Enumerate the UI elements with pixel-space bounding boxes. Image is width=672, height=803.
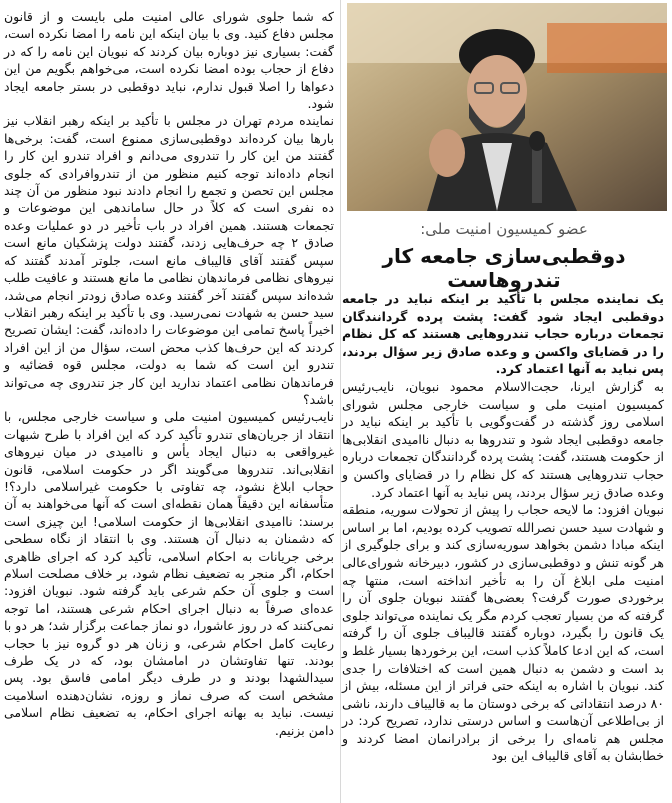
left-paragraph: که شما جلوی شورای عالی امنیت ملی بایست و از قانون مجلس دفاع کنید. وی با بیان اینکه این نامه را امضا نکرده است، گفت: بسیاری نیز دوباره بیان کردند که نبویان این نامه را که در دفاع از حجاب بوده امضا نکرده است، می‌خواهم بگویم من این دعواها را اصلا قبول ندارم، نباید دوقطبی در بستر جامعه ایجاد شود.	[4, 9, 334, 112]
column-divider	[340, 0, 341, 803]
article-kicker: عضو کمیسیون امنیت ملی:	[420, 220, 588, 238]
left-column-body	[4, 8, 334, 739]
article-lead: یک نماینده مجلس با تأکید بر اینکه نباید در جامعه دوقطبی ایجاد شود گفت: پشت پرده گردانندگان تجمعات درباره حجاب تندروهایی هستند که کل نظام را در قضایای واکسن و وعده صادق زیر سؤال بردند، پس نباید به آنها اعتماد کرد.	[342, 291, 664, 376]
right-paragraph: نبویان افزود: ما لایحه حجاب را پیش از تحولات سوریه، منطقه و شهادت سید حسن نصرالله تصویب کرده بودیم، اما بر اساس اینکه مبادا دشمن بخواهد سوریه‌سازی کند و برای جلوگیری از هر گونه تنش و دوقطبی‌سازی در کشور، دبیرخانه شورای‌عالی امنیت ملی ابلاغ آن را به تأخیر انداخته است، منتها چه برخوردی صورت گرفت؟ بعضی‌ها گفتند نبویان جلوی آن را گرفته که من بسیار تعجب کردم مگر یک نماینده می‌تواند جلوی یک قانون را بگیرد، دوباره گفتند قالیباف جلوی آن را گرفته است، که این ادعا کاملاً کذب است، این برخوردها بسیار غلط و بد است و دشمن به دنبال همین است که اختلافات را جدی کند. نبویان با اشاره به اینکه حتی فراتر از این مسئله، بیش از ۸۰ درصد انتقاداتی که برخی دوستان ما به قالیباف دارند، ناشی از بی‌اطلاعی آن‌هاست و اساس درستی ندارد، تصریح کرد: در مجلس هم نامه‌ای را برخی از برادرانمان امضا کردند و خطابشان به آقای قالیباف این بود	[342, 502, 664, 764]
article-headline: دوقطبی‌سازی جامعه کار تندروهاست	[382, 244, 626, 292]
article-photo	[347, 3, 667, 211]
right-paragraph: به گزارش ایرنا، حجت‌الاسلام محمود نبویان، نایب‌رئیس کمیسیون امنیت ملی و سیاست خارجی مجلس شورای اسلامی روز گذشته در گفت‌وگویی با تأکید بر اینکه نباید در جامعه دوقطبی ایجاد شود و تندروها به دنبال ناامیدی انقلابی‌ها از حکومت هستند، گفت: پشت پرده گردانندگان تجمعات درباره حجاب تندروهایی هستند که کل نظام را در قضایای واکسن و وعده صادق زیر سؤال بردند، پس نباید به آنها اعتماد کرد.	[342, 379, 664, 500]
right-column-body	[342, 378, 664, 765]
cleric-portrait-image	[347, 3, 667, 211]
left-paragraph: نماینده مردم تهران در مجلس با تأکید بر اینکه رهبر انقلاب نیز بارها بیان کرده‌اند دوقطبی‌سازی ممنوع است، گفت: برخی‌ها گفتند من این کار را تندروی می‌دانم و افراد تندرو این کار را انجام داده‌اند توجه کنیم منظور من از تندروافرادی که جلوی مجلس این تحصن و تجمع را انجام دادند نبود منظور من آن چند ده نفری است که کلاً در حال ساماندهی این موضوعات و تجمعات هستند. همین افراد در باب تأخیر در دو عملیات وعده صادق ۲ چه حرف‌هایی زدند، گفتند دولت پزشکیان مانع است سپس گفتند آقای قالیباف مانع است، جلوتر آمدند گفتند که نیروهای نظامی فرماندهان نظامی ما مانع هستند و عافیت طلب شده‌اند سپس گفتند آخر گفتند وعده صادق زودتر انجام می‌شد، سید حسن به شهادت نمی‌رسید. وی با تأکید بر اینکه رهبر انقلاب اخیراً پاسخ تمامی این موضوعات را داده‌اند، گفت: ایشان تصریح کردند که این حرف‌ها کذب محض است، سؤال من از این افراد تندرو این است که شما به دولت، مجلس قوه قضائیه و فرماندهان نظامی اعتماد ندارید این کار جز تندروی چه می‌تواند باشد؟	[4, 113, 334, 407]
left-paragraph: نایب‌رئیس کمیسیون امنیت ملی و سیاست خارجی مجلس، با انتقاد از جریان‌های تندرو تأکید کرد که این افراد با طرح شبهات غیرواقعی به دنبال ایجاد یأس و ناامیدی در میان نیروهای انقلابی‌اند. تندروها می‌گویند اگر در حکومت اسلامی، قانون حجاب ابلاغ نشود، چه تفاوتی با حکومت غیراسلامی دارد؟! متأسفانه این دقیقاً همان نقطه‌ای است که آنها می‌خواهند به آن برسند: ناامیدی انقلابی‌ها از حکومت اسلامی! این چیزی است که دشمنان به دنبال آن هستند. وی با انتقاد از نگاه سطحی برخی جریانات به احکام اسلامی، تأکید کرد که اجرای ظاهری احکام، اگر منجر به تضعیف نظام شود، بر خلاف مصلحت اسلام است و جلوی آن حکم شرعی باید گرفته شود. نبویان افزود: عده‌ای صرفاً به دنبال اجرای احکام شرعی هستند، اما توجه نمی‌کنند که در روز عاشورا، دو نماز جماعت برگزار شد؛ هر دو با رعایت کامل احکام شرعی، و زنان هر دو گروه نیز با حجاب بودند. تنها تفاوتشان در امامشان بود، که در یک طرف سیدالشهدا بودند و در طرف دیگر امامی فاسق بود. پس مشخص است که صرف نماز و روزه، نشان‌دهنده اسلامیت نیست. نباید به بهانه اجرای احکام، به تضعیف نظام اسلامی دامن بزنیم.	[4, 409, 334, 738]
